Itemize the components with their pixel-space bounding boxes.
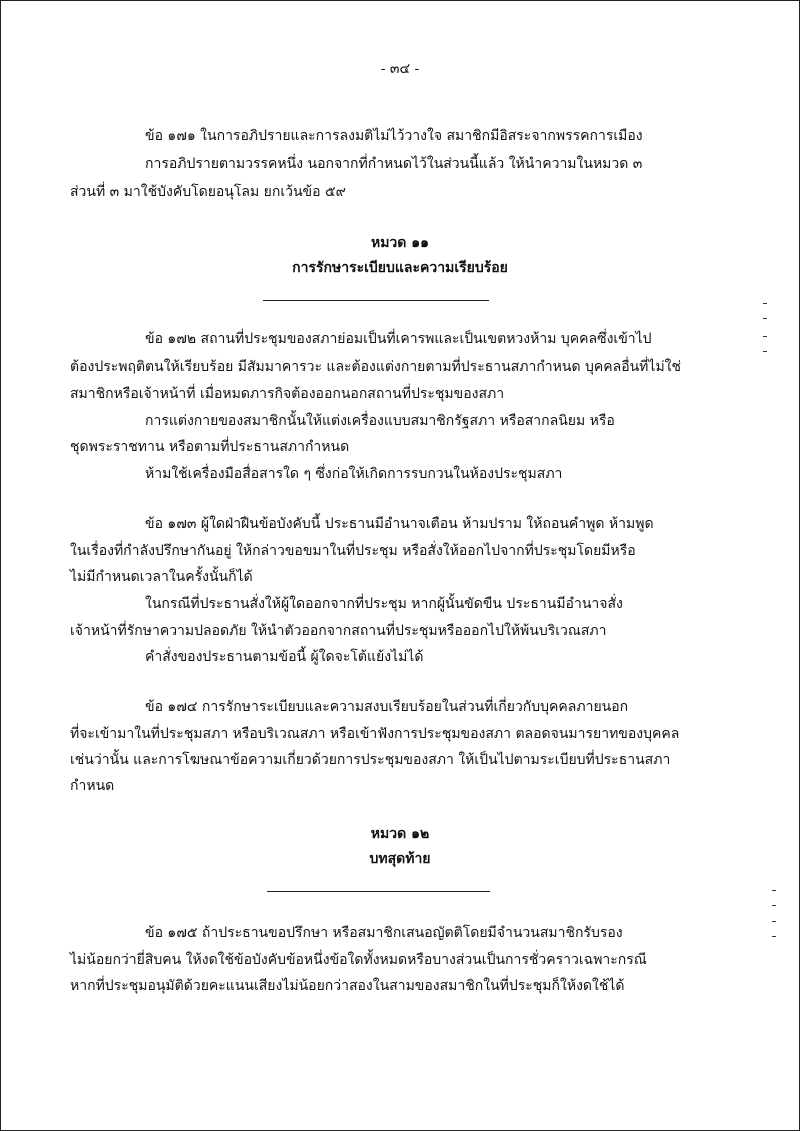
section-173-line-3: ไม่มีกำหนดเวลาในครั้งนั้นก็ได้ — [70, 569, 253, 585]
section-175-line-2: ไม่น้อยกว่ายี่สิบคน ให้งดใช้ข้อบังคับข้อหนึ่งข้อใดทั้งหมดหรือบางส่วนเป็นการชั่วคราวเฉพาะกรณี — [70, 952, 647, 968]
chapter-12-title: บทสุดท้าย — [369, 851, 431, 867]
chapter-12-number: หมวด ๑๒ — [370, 826, 430, 842]
scan-mark — [772, 890, 776, 891]
scan-mark — [772, 905, 776, 906]
scan-mark — [772, 921, 776, 922]
section-173-line-6: คำสั่งของประธานตามข้อนี้ ผู้ใดจะโต้แย้งไม่ได้ — [145, 649, 424, 665]
section-172-line-6: ห้ามใช้เครื่องมือสื่อสารใด ๆ ซึ่งก่อให้เกิดการรบกวนในห้องประชุมสภา — [145, 466, 563, 482]
section-175-line-3: หากที่ประชุมอนุมัติด้วยคะแนนเสียงไม่น้อยกว่าสองในสามของสมาชิกในที่ประชุมก็ให้งดใช้ได้ — [70, 978, 625, 994]
section-171-line-2: การอภิปรายตามวรรคหนึ่ง นอกจากที่กำหนดไว้ในส่วนนี้แล้ว ให้นำความในหมวด ๓ — [145, 156, 643, 172]
chapter-11-title: การรักษาระเบียบและความเรียบร้อย — [292, 260, 508, 276]
scan-mark — [763, 303, 767, 304]
scan-mark — [763, 318, 767, 319]
section-171-line-1: ข้อ ๑๗๑ ในการอภิปรายและการลงมติไม่ไว้วางใจ สมาชิกมีอิสระจากพรรคการเมือง — [145, 128, 643, 144]
section-172-line-2: ต้องประพฤติตนให้เรียบร้อย มีสัมมาคารวะ และต้องแต่งกายตามที่ประธานสภากำหนด บุคคลอื่นที่ไม่ใช่ — [70, 359, 682, 375]
section-173-line-2: ในเรื่องที่กำลังปรึกษากันอยู่ ให้กล่าวขอขมาในที่ประชุม หรือสั่งให้ออกไปจากที่ประชุมโดยมีหรือ — [70, 543, 636, 559]
section-174-line-1: ข้อ ๑๗๔ การรักษาระเบียบและความสงบเรียบร้อยในส่วนที่เกี่ยวกับบุคคลภายนอก — [145, 699, 629, 715]
section-173-line-4: ในกรณีที่ประธานสั่งให้ผู้ใดออกจากที่ประชุม หากผู้นั้นขัดขืน ประธานมีอำนาจสั่ง — [145, 596, 623, 612]
section-174-line-3: เช่นว่านั้น และการโฆษณาข้อความเกี่ยวด้วยการประชุมของสภา ให้เป็นไปตามระเบียบที่ประธานสภา — [70, 752, 671, 768]
page-number: - ๓๔ - — [380, 61, 420, 77]
section-173-line-5: เจ้าหน้าที่รักษาความปลอดภัย ให้นำตัวออกจากสถานที่ประชุมหรือออกไปให้พ้นบริเวณสภา — [70, 623, 607, 639]
section-172-line-3: สมาชิกหรือเจ้าหน้าที่ เมื่อหมดภารกิจต้องออกนอกสถานที่ประชุมของสภา — [70, 386, 505, 402]
chapter-11-divider — [263, 300, 489, 301]
scan-mark — [763, 351, 767, 352]
section-172-line-5: ชุดพระราชทาน หรือตามที่ประธานสภากำหนด — [70, 439, 350, 455]
chapter-12-divider — [267, 891, 490, 892]
scan-mark — [772, 936, 776, 937]
section-172-line-4: การแต่งกายของสมาชิกนั้นให้แต่งเครื่องแบบสมาชิกรัฐสภา หรือสากลนิยม หรือ — [145, 413, 615, 429]
section-173-line-1: ข้อ ๑๗๓ ผู้ใดฝ่าฝืนข้อบังคับนี้ ประธานมีอำนาจเตือน ห้ามปราม ให้ถอนคำพูด ห้ามพูด — [145, 516, 654, 532]
section-172-line-1: ข้อ ๑๗๒ สถานที่ประชุมของสภาย่อมเป็นที่เคารพและเป็นเขตหวงห้าม บุคคลซึ่งเข้าไป — [145, 331, 652, 347]
scan-mark — [763, 336, 767, 337]
chapter-11-number: หมวด ๑๑ — [370, 235, 430, 251]
section-174-line-2: ที่จะเข้ามาในที่ประชุมสภา หรือบริเวณสภา หรือเข้าฟังการประชุมของสภา ตลอดจนมารยาทของบุคคล — [70, 726, 680, 742]
section-175-line-1: ข้อ ๑๗๕ ถ้าประธานขอปรึกษา หรือสมาชิกเสนอญัตติโดยมีจำนวนสมาชิกรับรอง — [145, 925, 623, 941]
section-171-line-3: ส่วนที่ ๓ มาใช้บังคับโดยอนุโลม ยกเว้นข้อ ๕๙ — [70, 184, 346, 200]
section-174-line-4: กำหนด — [70, 778, 115, 794]
